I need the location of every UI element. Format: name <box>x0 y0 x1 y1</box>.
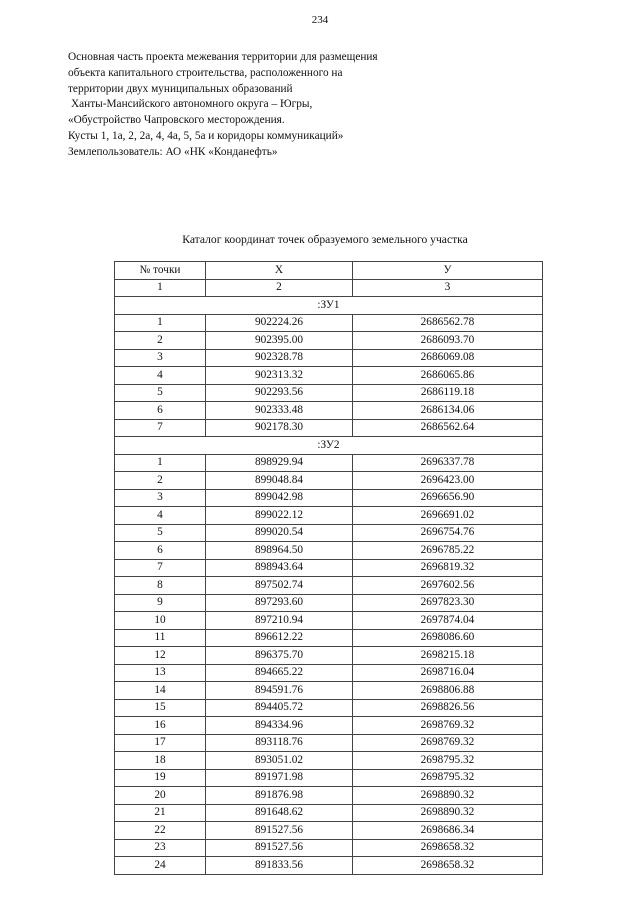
table-row <box>115 734 543 752</box>
x-coordinate-cell: 893051.02 <box>206 752 353 770</box>
point-number-cell: 7 <box>115 419 206 437</box>
y-coordinate-cell: 2686069.08 <box>353 349 543 367</box>
y-coordinate-cell: 2686093.70 <box>353 332 543 350</box>
x-coordinate-cell: 894665.22 <box>206 664 353 682</box>
y-coordinate-cell: 2698215.18 <box>353 647 543 665</box>
x-coordinate-cell: 897502.74 <box>206 577 353 595</box>
table-header-row <box>115 262 543 280</box>
table-row <box>115 682 543 700</box>
column-number: 3 <box>353 279 543 297</box>
y-coordinate-cell: 2698826.56 <box>353 699 543 717</box>
header-line: объекта капитального строительства, расположенного на <box>68 66 343 79</box>
header-line: Кусты 1, 1а, 2, 2а, 4, 4а, 5, 5а и коридоры коммуникаций» <box>68 129 344 142</box>
table-row <box>115 367 543 385</box>
point-number-cell: 9 <box>115 594 206 612</box>
y-coordinate-cell: 2698658.32 <box>353 839 543 857</box>
y-coordinate-cell: 2686119.18 <box>353 384 543 402</box>
table-row <box>115 664 543 682</box>
x-coordinate-cell: 898929.94 <box>206 454 353 472</box>
table-row <box>115 489 543 507</box>
catalog-title: Каталог координат точек образуемого земельного участка <box>182 233 468 246</box>
y-coordinate-cell: 2698716.04 <box>353 664 543 682</box>
table-row <box>115 454 543 472</box>
x-coordinate-cell: 891648.62 <box>206 804 353 822</box>
point-number-cell: 17 <box>115 734 206 752</box>
x-coordinate-cell: 894591.76 <box>206 682 353 700</box>
y-coordinate-cell: 2696656.90 <box>353 489 543 507</box>
y-coordinate-cell: 2686562.78 <box>353 314 543 332</box>
table-row <box>115 349 543 367</box>
table-row <box>115 402 543 420</box>
point-number-cell: 21 <box>115 804 206 822</box>
y-coordinate-cell: 2698686.34 <box>353 822 543 840</box>
point-number-cell: 18 <box>115 752 206 770</box>
column-header-x: Х <box>206 262 353 280</box>
column-header-point: № точки <box>115 262 206 280</box>
y-coordinate-cell: 2696337.78 <box>353 454 543 472</box>
x-coordinate-cell: 898943.64 <box>206 559 353 577</box>
x-coordinate-cell: 891527.56 <box>206 839 353 857</box>
page-number: 234 <box>311 14 329 26</box>
y-coordinate-cell: 2697602.56 <box>353 577 543 595</box>
y-coordinate-cell: 2696423.00 <box>353 472 543 490</box>
table-row <box>115 804 543 822</box>
point-number-cell: 13 <box>115 664 206 682</box>
point-number-cell: 2 <box>115 332 206 350</box>
point-number-cell: 6 <box>115 402 206 420</box>
y-coordinate-cell: 2696785.22 <box>353 542 543 560</box>
y-coordinate-cell: 2697823.30 <box>353 594 543 612</box>
table-row <box>115 839 543 857</box>
x-coordinate-cell: 891527.56 <box>206 822 353 840</box>
point-number-cell: 1 <box>115 454 206 472</box>
section-row <box>115 297 543 315</box>
x-coordinate-cell: 902178.30 <box>206 419 353 437</box>
x-coordinate-cell: 896612.22 <box>206 629 353 647</box>
header-line: «Обустройство Чапровского месторождения. <box>68 114 285 127</box>
table-row <box>115 769 543 787</box>
point-number-cell: 1 <box>115 314 206 332</box>
header-line: Землепользователь: АО «НК «Конданефть» <box>68 145 278 158</box>
table-row <box>115 699 543 717</box>
x-coordinate-cell: 897210.94 <box>206 612 353 630</box>
point-number-cell: 14 <box>115 682 206 700</box>
point-number-cell: 4 <box>115 367 206 385</box>
column-number: 1 <box>115 279 206 297</box>
point-number-cell: 20 <box>115 787 206 805</box>
x-coordinate-cell: 902293.56 <box>206 384 353 402</box>
y-coordinate-cell: 2698086.60 <box>353 629 543 647</box>
point-number-cell: 3 <box>115 489 206 507</box>
point-number-cell: 24 <box>115 857 206 875</box>
y-coordinate-cell: 2698795.32 <box>353 769 543 787</box>
table-row <box>115 524 543 542</box>
header-line: Ханты-Мансийского автономного округа – Югры, <box>71 98 313 111</box>
y-coordinate-cell: 2696819.32 <box>353 559 543 577</box>
point-number-cell: 2 <box>115 472 206 490</box>
table-row <box>115 629 543 647</box>
table-row <box>115 577 543 595</box>
x-coordinate-cell: 899022.12 <box>206 507 353 525</box>
point-number-cell: 5 <box>115 384 206 402</box>
x-coordinate-cell: 902313.32 <box>206 367 353 385</box>
coordinates-table <box>114 261 543 875</box>
table-row <box>115 612 543 630</box>
point-number-cell: 8 <box>115 577 206 595</box>
table-row <box>115 419 543 437</box>
x-coordinate-cell: 896375.70 <box>206 647 353 665</box>
point-number-cell: 23 <box>115 839 206 857</box>
table-row <box>115 384 543 402</box>
section-row <box>115 437 543 455</box>
column-number: 2 <box>206 279 353 297</box>
table-row <box>115 314 543 332</box>
document-header <box>68 50 488 161</box>
section-label: :ЗУ2 <box>115 437 543 455</box>
x-coordinate-cell: 902395.00 <box>206 332 353 350</box>
y-coordinate-cell: 2686562.64 <box>353 419 543 437</box>
point-number-cell: 15 <box>115 699 206 717</box>
point-number-cell: 16 <box>115 717 206 735</box>
table-row <box>115 717 543 735</box>
x-coordinate-cell: 891971.98 <box>206 769 353 787</box>
x-coordinate-cell: 891833.56 <box>206 857 353 875</box>
y-coordinate-cell: 2698806.88 <box>353 682 543 700</box>
x-coordinate-cell: 902224.26 <box>206 314 353 332</box>
table-row <box>115 857 543 875</box>
column-number-row <box>115 279 543 297</box>
x-coordinate-cell: 894334.96 <box>206 717 353 735</box>
y-coordinate-cell: 2698890.32 <box>353 804 543 822</box>
x-coordinate-cell: 891876.98 <box>206 787 353 805</box>
table-row <box>115 647 543 665</box>
table-row <box>115 559 543 577</box>
x-coordinate-cell: 898964.50 <box>206 542 353 560</box>
y-coordinate-cell: 2698769.32 <box>353 734 543 752</box>
table-row <box>115 787 543 805</box>
x-coordinate-cell: 902333.48 <box>206 402 353 420</box>
table-row <box>115 507 543 525</box>
point-number-cell: 6 <box>115 542 206 560</box>
point-number-cell: 19 <box>115 769 206 787</box>
x-coordinate-cell: 902328.78 <box>206 349 353 367</box>
x-coordinate-cell: 899042.98 <box>206 489 353 507</box>
point-number-cell: 22 <box>115 822 206 840</box>
x-coordinate-cell: 899020.54 <box>206 524 353 542</box>
table-row <box>115 594 543 612</box>
point-number-cell: 10 <box>115 612 206 630</box>
section-label: :ЗУ1 <box>115 297 543 315</box>
column-header-y: У <box>353 262 543 280</box>
table-row <box>115 332 543 350</box>
x-coordinate-cell: 897293.60 <box>206 594 353 612</box>
header-line: Основная часть проекта межевания территории для размещения <box>68 51 378 63</box>
point-number-cell: 7 <box>115 559 206 577</box>
y-coordinate-cell: 2698658.32 <box>353 857 543 875</box>
y-coordinate-cell: 2697874.04 <box>353 612 543 630</box>
x-coordinate-cell: 899048.84 <box>206 472 353 490</box>
y-coordinate-cell: 2686134.06 <box>353 402 543 420</box>
table-row <box>115 542 543 560</box>
y-coordinate-cell: 2698769.32 <box>353 717 543 735</box>
point-number-cell: 12 <box>115 647 206 665</box>
table-row <box>115 472 543 490</box>
point-number-cell: 3 <box>115 349 206 367</box>
y-coordinate-cell: 2696754.76 <box>353 524 543 542</box>
point-number-cell: 11 <box>115 629 206 647</box>
y-coordinate-cell: 2698890.32 <box>353 787 543 805</box>
y-coordinate-cell: 2686065.86 <box>353 367 543 385</box>
y-coordinate-cell: 2696691.02 <box>353 507 543 525</box>
point-number-cell: 5 <box>115 524 206 542</box>
table-row <box>115 752 543 770</box>
header-line: территории двух муниципальных образований <box>68 82 293 95</box>
x-coordinate-cell: 894405.72 <box>206 699 353 717</box>
x-coordinate-cell: 893118.76 <box>206 734 353 752</box>
table-row <box>115 822 543 840</box>
point-number-cell: 4 <box>115 507 206 525</box>
y-coordinate-cell: 2698795.32 <box>353 752 543 770</box>
